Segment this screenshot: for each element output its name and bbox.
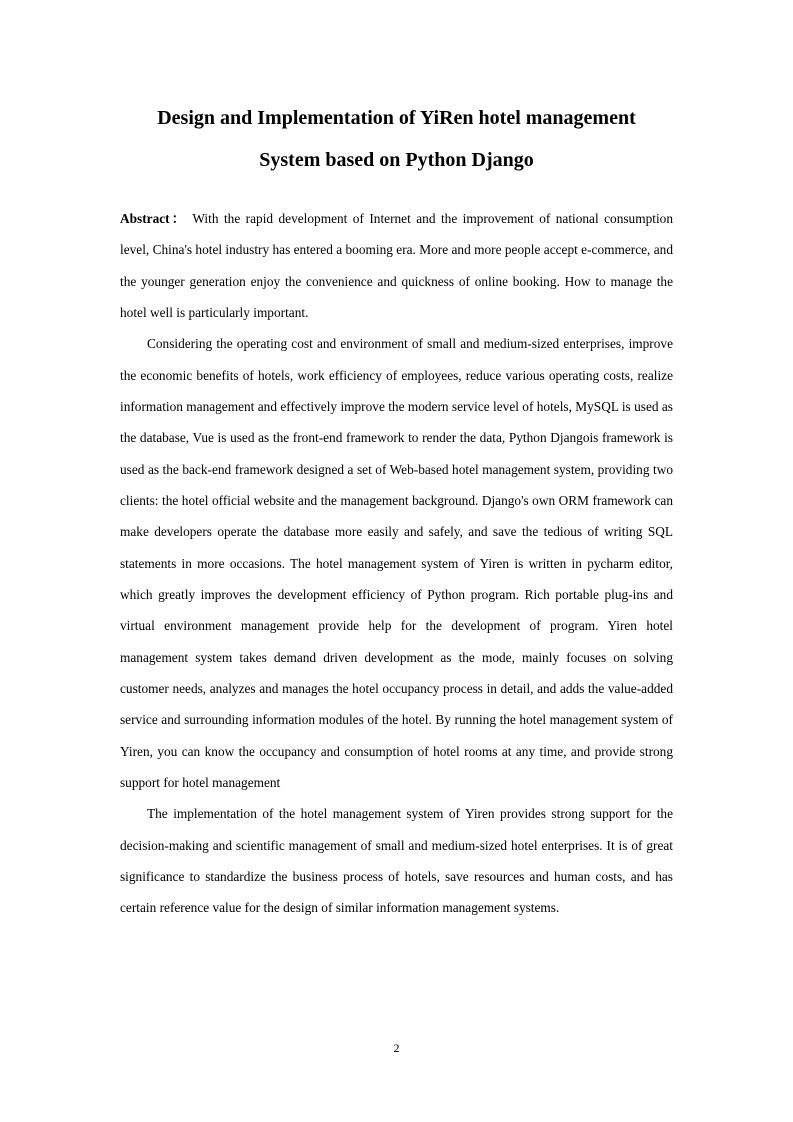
abstract-paragraph-3: The implementation of the hotel management system of Yiren provides strong support for the decision-making and scientific management of small and medium-sized hotel enterprises. It is of great significance to standardize the business process of hotels, save resources and human costs, and has certain reference value for the design of similar information management systems. [120,806,673,916]
document-title-line-2: System based on Python Django [259,149,534,171]
abstract-label: Abstract： [120,211,188,226]
abstract-paragraph-2: Considering the operating cost and environment of small and medium-sized enterprises, improve the economic benefits of hotels, work efficiency of employees, reduce various operating costs, realize information management and effectively improve the modern service level of hotels, MySQL is used as the database, Vue is used as the front-end framework to render the data, Python Djangois framework is used as the back-end framework designed a set of Web-based hotel management system, providing two clients: the hotel official website and the management background. Django's own ORM framework can make developers operate the database more easily and safely, and save the tedious of writing SQL statements in more occasions. The hotel management system of Yiren is written in pycharm editor, which greatly improves the development efficiency of Python program. Rich portable plug-ins and virtual environment management provide help for the development of program. Yiren hotel management system takes demand driven development as the mode, mainly focuses on solving customer needs, analyzes and manages the hotel occupancy process in detail, and adds the value-added service and surrounding information modules of the hotel. By running the hotel management system of Yiren, you can know the occupancy and consumption of hotel rooms at any time, and provide strong support for hotel management [120,336,673,790]
abstract-paragraph-1 [120,203,673,328]
abstract-paragraph-1-text: With the rapid development of Internet and the improvement of national consumption level, China's hotel industry has entered a booming era. More and more people accept e-commerce, and the younger generation enjoy the convenience and quickness of online booking. How to manage the hotel well is particularly important. [120,211,673,320]
abstract-body [120,203,673,924]
document-title-line-1: Design and Implementation of YiRen hotel management [157,107,636,129]
page-number: 2 [393,1041,400,1055]
